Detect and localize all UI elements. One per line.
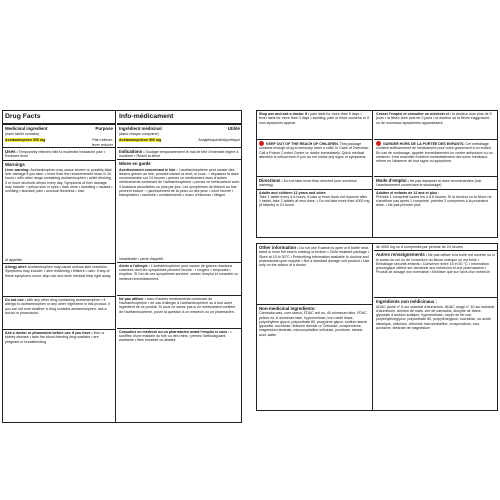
non-medicinal-ingredients <box>259 306 370 406</box>
stop-use <box>259 112 370 138</box>
other-info-text: • Do not use if carton is open or if bottle neck band or inner foil seal is missing or broken • Child resistant package • Store at 15 to 30°C • Prescribing information available to doctors and pharmacists upon request • Not a standard dosage unit product • Use only on the advice of a doctor <box>259 246 370 268</box>
fr-directions-text: • Ne pas dépasser la dose recommandée (voir l'avertissement concernant le surdosage) <box>376 179 482 188</box>
fr-ingredient-label: Ingrédient médicinal <box>119 126 162 131</box>
fr-ask-doctor-title: Consultez un médecin ou un pharmacien avant l'emploi si vous : <box>119 329 230 334</box>
fr-stop-use-title: Cesser l'emploi et consulter un médecin si <box>376 112 449 116</box>
fr-adults-text: Prendre 1 comprimé toutes les 4 à 6 heures. Si la douleur ou la fièvre ne s'améliore pas après 1 comprimé, prendre 2 comprimés à la prochaine dose. • Ne pas prendre plus <box>376 194 492 208</box>
fr-stop-use <box>376 112 495 138</box>
fr-other-information <box>376 252 495 296</box>
appetite-text: of appetite. <box>5 257 23 262</box>
liver-warning <box>5 168 113 242</box>
do-not-use <box>5 298 113 328</box>
fr-allergy-title: Alerte à l'allergie : <box>119 263 150 268</box>
fr-keep-out-text: Cet emballage contient suffisamment de médicament pour nuire gravement à un enfant. En cas de surdosage, appeler immédiatement un centre antipoison ou un médecin. Il est essentiel d'obtenir immédiatement des soins médicaux, même en l'absence de tout signe ou symptôme. <box>376 142 493 164</box>
fr-do-not-use-text: • avec d'autres médicaments contenant de l'acétaminophène • en cas d'allergie à l'acétaminophène ou à tout autre ingrédient de ce produit. Si vous ne savez pas si un médicament contient de l'acétaminophène, poser la question à un médecin ou un pharmacien. <box>119 296 236 314</box>
fr-dose-line: de 4000 mg ou 8 comprimés par période de 24 heures <box>376 245 463 249</box>
fr-keep-out-of-reach <box>376 141 495 175</box>
fr-allergy-alert <box>119 264 240 294</box>
fr-liver-warning <box>119 168 240 256</box>
nonmed-title: Non-medicinal ingredients: <box>259 306 316 311</box>
other-information <box>259 245 370 303</box>
fr-warning-dot-icon <box>376 141 381 146</box>
fr-keep-out-title: GARDER HORS DE LA PORTÉE DES ENFANTS. <box>383 142 465 146</box>
panel2-english-column <box>257 111 373 237</box>
fr-purpose-value: Analgésique/Antipyrétique <box>198 137 240 142</box>
nonmed-text: Carnauba wax, corn starch, FD&C red no. 40 aluminum lake, FD&C yellow no. 6 aluminum lake, hypromellose, iron oxide black, polyethylene glycol, polysorbate 80, propylene glycol, sodium starch glycolate, sucralose, titanium dioxide or Cellulose, crospovidone, magnesium stearate, microcrystalline cellulose, povidone, stearic acid, water <box>259 311 368 337</box>
do-not-use-text: • with any other drug containing acetaminophen • if allergic to acetaminophen or any other ingredient in this product. If you are not sure whether a drug contains acetaminophen, ask a doctor or pharmacist. <box>5 298 111 316</box>
allergy-text: Acetaminophen may cause serious skin reactions. Symptoms may include: • skin reddening • blisters • rash. If any of these symptoms occur, stop use and seek medical help right away. <box>5 265 112 278</box>
fr-directions <box>376 178 495 188</box>
fr-nonmed-title: Ingrédients non médicinaux : <box>376 299 437 305</box>
fr-adults-title: Adultes et enfants de 12 ans et plus : <box>376 190 440 195</box>
info-medicament-title: Info-médicament <box>119 113 174 120</box>
adults-text: Take 1 tablet every 4-6 hours. If pain or fever does not improve after 1 tablet, take 2 tablets at next dose. • Do not take more than 4000 mg (8 tablets) in 24 hours. <box>259 194 370 208</box>
fr-per-tablet-note: (dans chaque comprimé) <box>119 132 159 137</box>
fr-liver-warning-text: L'acétaminophène peut causer des lésions graves au foie, pouvant causer la mort, si vous : • dépassez la dose recommandée sur 24 heures • prenez ce médicament avec d'autres médicaments contenant de l'acétaminophène • prenez ce médicament avec 3 boissons alcoolisées ou plus par jour. Les symptômes de lésions au foie peuvent inclure : • jaunissement de la peau ou des yeux • urine foncée • transpiration • nausées • vomissements • maux d'estomac • fatigue <box>119 167 240 198</box>
fr-liver-warning-title: Avertissement concernant le foie : <box>119 167 178 172</box>
stop-use-title: Stop use and ask a doctor if <box>259 112 307 116</box>
do-not-use-title: Do not use <box>5 298 24 303</box>
fr-nonmed-text: AD&C jaune n° 6 sur substrat d'aluminium, AD&C rouge n° 40 sur substrat d'aluminium, amidon de maïs, cire de carnauba, dioxyde de titane, glycolate d'amidon sodique, hypromellose, oxyde de fer noir, polyéthylèneglycol, polysorbate 80, propylèneglycol, sucralose, ou acide stéarique, cellulose, cellulose microcristalline, crospovidone, eau, povidone, stéarate de magnésium <box>376 304 495 331</box>
fr-ingredient-header <box>117 125 242 132</box>
purpose-label: Purpose <box>95 126 113 131</box>
drug-facts-title: Drug Facts <box>5 113 41 120</box>
other-information-panel <box>256 243 498 411</box>
active-ingredient: Acetaminophen 500 mg <box>5 137 46 142</box>
fr-do-not-use <box>119 297 240 327</box>
ask-doctor-title: Ask a doctor or pharmacist before use if you have <box>5 331 91 336</box>
allergy-alert <box>5 265 113 295</box>
purpose-value-1: Pain reliever, <box>92 137 113 142</box>
fr-warnings-title: Mises en garde <box>119 161 151 167</box>
allergy-title: Allergy alert: <box>5 265 27 270</box>
fr-uses-text: • Soulage temporairement le mal de tête d'intensité légère à modérée • Réduit la fièvre <box>119 149 239 159</box>
fr-purpose-label: Utilité <box>227 126 240 131</box>
keep-out-title: KEEP OUT OF THE REACH OF CHILDREN. <box>266 142 339 146</box>
fr-appetite-text: inhabituelle • perte d'appétit <box>119 256 164 261</box>
directions-title: Directions <box>259 178 281 183</box>
ask-doctor <box>5 331 113 365</box>
uses-section <box>5 149 113 159</box>
fr-uses-title: Indications <box>119 148 143 154</box>
fr-ask-doctor-text: • souffrez d'une maladie du foie ou des reins • prenez l'anticoagulant warfarine • êtes enceinte ou allaitez <box>119 329 232 343</box>
panel3-french-column <box>374 244 497 410</box>
warnings-title: Warnings <box>5 161 25 167</box>
liver-warning-title: Liver warning: <box>5 167 30 172</box>
fr-uses-section <box>119 149 240 159</box>
drug-facts-panel-english-french <box>2 110 242 423</box>
fr-adults-dosage <box>376 191 495 217</box>
uses-text: • Temporarily relieves mild to moderate headache pain • Reduces fever <box>5 150 106 159</box>
fr-directions-title: Mode d'emploi <box>376 178 407 183</box>
fr-ask-doctor <box>119 330 240 364</box>
panel2-french-column <box>374 111 497 237</box>
adults-title: Adults and children 12 years and older: <box>259 190 327 195</box>
fr-other-info-text: • Ne pas utiliser si la boîte est ouverte ou si le sceau du col ou de l'ouverture du flacon manque ou est brisé • Emballage sécurité-enfants • Conserver entre 15 et 30 °C • Information posologique offerte sur demande aux médecins et aux pharmaciens • Produit de dosage non normalisé • N'utiliser que sur l'avis d'un médecin <box>376 253 495 275</box>
ingredient-label: Medicinal ingredient <box>5 126 48 131</box>
fr-stop-use-text: • la douleur dure plus de 5 jours • la fièvre dure plus de 3 jours • la douleur ou la fièvre s'aggravent, ou de nouveaux symptômes apparaissent. <box>376 112 492 125</box>
directions-text: • Do not take more than directed (see overdose warning) <box>259 179 357 188</box>
french-column <box>117 111 242 422</box>
stop-use-text: • pain lasts for more than 5 days • fever lasts for more than 3 days • swelling, pain or fever worsens or if new symptoms appear. <box>259 112 369 125</box>
purpose-value-2: fever reducer <box>91 142 113 147</box>
ask-doctor-text: • liver or kidney disease • take the blood thinning drug warfarin • are pregnant or breastfeeding <box>5 331 105 344</box>
keep-out-text: This package contains enough drug to seriously harm a child. In Case of Overdose: Call a Poison Control Centre or doctor immediately. Quick medical attention is critical even if you do not notice any signs or symptoms. <box>259 142 370 159</box>
other-info-title: Other information <box>259 245 297 250</box>
keep-out-of-reach <box>259 141 370 175</box>
liver-warning-text: Acetaminophen may cause severe or possibly fatal liver damage if you take: • more than the recommended dose in 24 hours • with other drugs containing acetaminophen • while drinking 3 or more alcoholic drinks every day. Symptoms of liver damage may include: • yellow skin or eyes • dark urine • sweating • nausea • vomiting • stomach pain • unusual tiredness • loss <box>5 167 113 194</box>
fr-non-medicinal-ingredients <box>376 299 495 399</box>
drug-facts-continued-panel <box>256 110 498 238</box>
ingredient-header <box>3 125 115 132</box>
fr-active-ingredient: Acétaminophène 500 mg <box>119 137 162 142</box>
adults-dosage <box>259 191 370 217</box>
directions <box>259 178 370 188</box>
panel3-english-column <box>257 244 373 410</box>
uses-title: Uses <box>5 149 16 155</box>
english-column <box>3 111 116 422</box>
fr-other-info-title: Autres renseignements <box>376 252 425 258</box>
per-tablet-note: (each tablet contains) <box>5 132 40 137</box>
fr-allergy-text: L'acétaminophène peut causer de graves réactions cutanées dont les symptômes peuvent inclure : • rougeur • ampoules • éruption. Si l'un de ces symptômes survient, cesser l'emploi et consulter un médecin immédiatement. <box>119 263 239 281</box>
fr-do-not-use-title: Ne pas utiliser <box>119 296 144 301</box>
warning-dot-icon <box>259 141 264 146</box>
